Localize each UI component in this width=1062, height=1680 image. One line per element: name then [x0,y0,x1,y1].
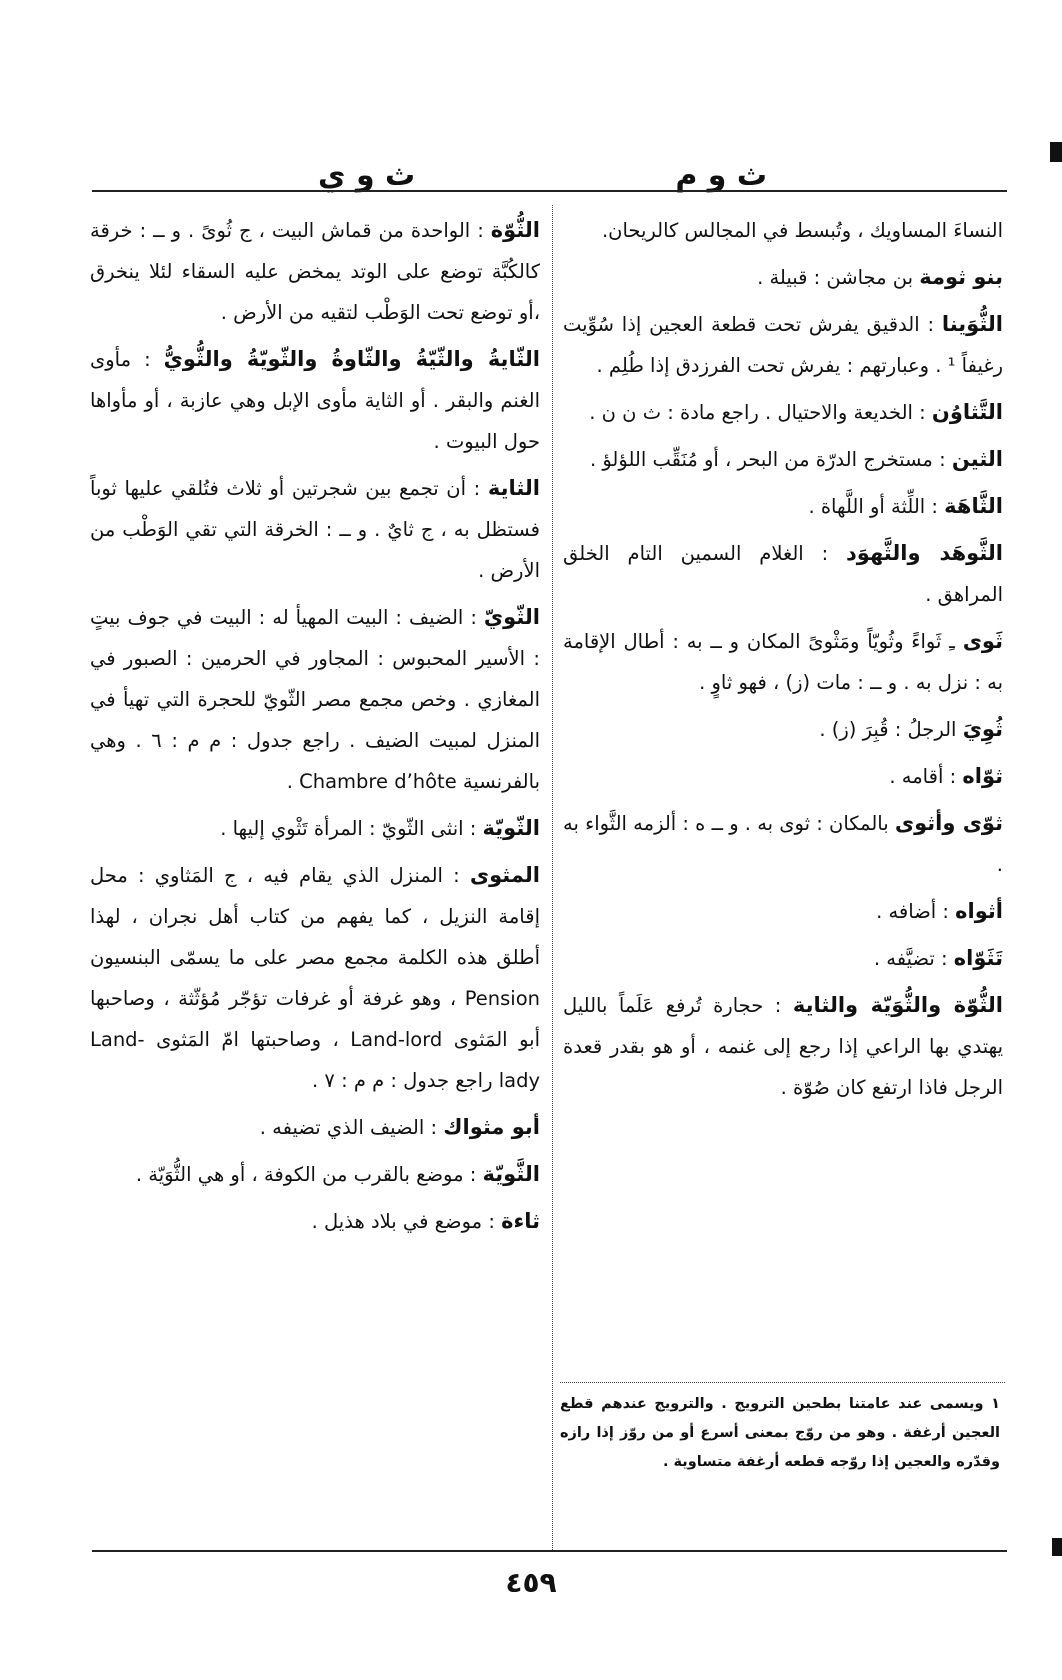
entry-definition: الرجلُ : قُبِرَ (ز) . [819,718,963,741]
entry-headword: الثَّوهَد والثَّهوَد [846,541,1003,565]
entry-headword: ثوّى وأثوى [894,811,1003,835]
entry-headword: الثُّوّة والثُّوَيّة والثاية [792,993,1003,1017]
dictionary-entry [563,756,1003,797]
entry-headword: الثين [951,447,1003,471]
entry-headword: ثوّاه [962,764,1003,788]
dictionary-entry [563,486,1003,527]
dictionary-entry [90,1201,540,1242]
dictionary-entry [563,392,1003,433]
left-column [90,210,540,1248]
entry-definition: ـِ ثَواءً وثُويّاً ومَثْوىً المكان و ــ به : أطال الإقامة به : نزل به . و ــ : مات (ز) ، فهو ثاوٍ . [563,630,1003,694]
dictionary-entry [90,210,540,333]
left-column-header: ث و ي [318,158,416,193]
dictionary-entry [563,439,1003,480]
entry-headword: ثَوى [962,629,1003,653]
dictionary-entry [563,257,1003,298]
entry-definition: : الضيف الذي تضيفه . [259,1116,444,1139]
top-rule [92,190,1007,192]
dictionary-entry [563,985,1003,1108]
column-divider [552,205,553,1550]
dictionary-entry [563,621,1003,703]
page-number: ٤٥٩ [505,1566,557,1599]
entry-definition: : الضيف : البيت المهيأ له : البيت في جوف بيتٍ : الأسير المحبوس : المجاور في الحرمين : الصبور في المغازي . وخص مجمع مصر الثّويّ للحجرة التي تهيأ في المنزل لمبيت الضيف . راجع جدول : م م : ٦ . وهي بالفرنسية Chambre d’hôte . [90,606,540,793]
entry-definition: : الواحدة من قماش البيت ، ج ثُوىً . و ــ : خرقة كالكُبَّة توضع على الوتد يمخض عليه السقاء لئلا ينخرق ،أو توضع تحت الوَطْب لتقيه من الأرض . [90,219,540,324]
dictionary-entry [563,210,1003,251]
entry-headword: الثاية [487,476,540,500]
entry-definition: : الدقيق يفرش تحت قطعة العجين إذا سُوِّيت رغيفاً ¹ . وعبارتهم : يفرش تحت الفرزدق إذا طُلِم . [563,313,1003,377]
entry-headword: الثُّوّة [490,218,540,242]
dictionary-entry [90,855,540,1101]
entry-definition: : اللِّثة أو اللَّهاة . [808,495,945,518]
dictionary-entry [90,1154,540,1195]
dictionary-entry [90,1107,540,1148]
entry-definition: : انثى الثّويّ : المرأة تَثْوي إليها . [220,817,483,840]
dictionary-entry [563,938,1003,979]
entry-definition: : الغلام السمين التام الخلق المراهق . [563,542,1003,606]
dictionary-entry [90,339,540,462]
entry-headword: الثّويّة [482,816,540,840]
entry-definition: : موضع في بلاد هذيل . [311,1210,502,1233]
footnote-rule [560,1382,1005,1383]
entry-headword: بنو ثومة [919,265,1003,289]
entry-headword: أثواه [955,899,1003,923]
dictionary-entry [563,891,1003,932]
entry-headword: الثَّويّة [482,1162,540,1186]
entry-definition: : مأوى الغنم والبقر . أو الثاية مأوى الإبل وهي عازبة ، أو مأواها حول البيوت . [90,348,540,453]
entry-headword: ثاءة [501,1209,540,1233]
entry-headword: ثُوِيَ [962,717,1003,741]
entry-definition: : حجارة تُرفع عَلَماً بالليل يهتدي بها الراعي إذا رجع إلى غنمه ، أو هو بقدر قعدة الرجل فاذا ارتفع كان صُوّة . [563,994,1003,1099]
footnote: ١ ويسمى عند عامتنا بطحين الترويج . والترويج عندهم قطع العجين أرغفة . وهو من روّج بمعنى أسرع أو من روّز إذا رازه وقدّره والعجين إذا روّجه قطعه أرغفة متساوية . [560,1396,1000,1470]
entry-definition: النساءَ المساويك ، وتُبسط في المجالس كالريحان. [601,219,1003,242]
entry-definition: بن مجاشن : قبيلة . [757,266,920,289]
dictionary-entry [563,304,1003,386]
dictionary-entry [563,803,1003,885]
entry-definition: : أن تجمع بين شجرتين أو ثلاث فتُلقي عليها ثوباً فستظل به ، ج ثايٌ . و ــ : الخرقة التي تقي الوَطْب من الأرض . [90,477,540,582]
entry-headword: المثوى [469,863,540,887]
edge-mark [1050,142,1062,162]
dictionary-entry [563,533,1003,615]
entry-headword: الثَّاهَة [944,494,1003,518]
entry-definition: : أقامه . [889,765,963,788]
bottom-rule [92,1550,1007,1552]
entry-definition: : موضع بالقرب من الكوفة ، أو هي الثُّوَيّة . [135,1163,483,1186]
entry-headword: الثّويّ [483,605,540,629]
dictionary-entry [90,808,540,849]
right-column [563,210,1003,1114]
entry-definition: : مستخرج الدرّة من البحر ، أو مُنَقِّب اللؤلؤ . [589,448,952,471]
entry-definition: : أضافه . [876,900,956,923]
dictionary-entry [90,468,540,591]
edge-mark [1052,1538,1062,1556]
dictionary-entry [563,709,1003,750]
entry-definition: بالمكان : ثوى به . و ــ ه : ألزمه الثَّواء به . [562,812,1003,876]
entry-definition: : المنزل الذي يقام فيه ، ج المَثاوي : محل إقامة النزيل ، كما يفهم من كتاب أهل نجران ، لهذا أطلق هذه الكلمة مجمع مصر على ما يسمّى البنسيون Pension ، وهو غرفة أو غرفات تؤجّر مُؤثّثة ، وصاحبها أبو المَثوى Land-lord ، وصاحبتها امّ المَثوى Land-lady راجع جدول : م م : ٧ . [90,864,540,1092]
entry-definition: : تضيَّفه . [873,947,954,970]
entry-headword: أبو مثواك [443,1115,540,1139]
entry-headword: الثُّوَينا [941,312,1003,336]
entry-headword: الثّايةُ والثّيّةُ والثّاوةُ والثّويّةُ والثُّويُّ [163,347,540,371]
entry-definition: : الخديعة والاحتيال . راجع مادة : ث ن ن . [589,401,932,424]
right-column-header: ث و م [675,158,767,193]
entry-headword: التَّثاوُن [931,400,1003,424]
dictionary-entry [90,597,540,802]
entry-headword: تَثَوّاه [953,946,1003,970]
